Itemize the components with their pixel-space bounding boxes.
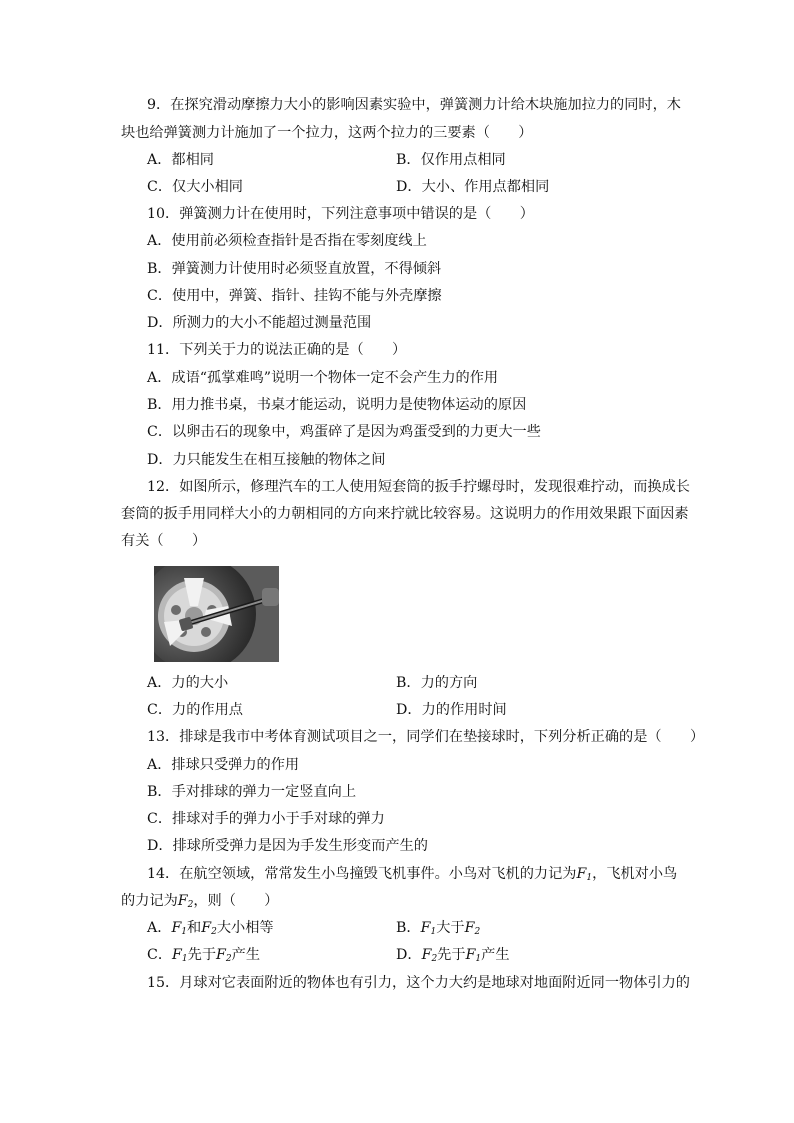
question-14-stem-text-4: ，则（ ） <box>193 893 279 909</box>
question-14-option-d: D．$F_2$先于$F_1$产生 <box>396 947 510 964</box>
question-9-option-c: C．仅大小相同 <box>147 179 243 195</box>
wrench-on-wheel-photo-icon <box>154 566 279 662</box>
question-14-stem-text-1: 14．在航空领域，常常发生小鸟撞毁飞机事件。小鸟对飞机的力记为 <box>147 866 577 882</box>
question-13-option-b: B．手对排球的弹力一定竖直向上 <box>147 784 357 800</box>
question-12-stem-line-1: 12．如图所示，修理汽车的工人使用短套筒的扳手拧螺母时，发现很难拧动，而换成长 <box>147 479 690 495</box>
question-9-stem-line-1: 9．在探究滑动摩擦力大小的影响因素实验中，弹簧测力计给木块施加拉力的同时，木 <box>147 97 681 113</box>
question-10-option-d: D．所测力的大小不能超过测量范围 <box>147 315 372 331</box>
question-9-stem-line-2: 块也给弹簧测力计施加了一个拉力，这两个拉力的三要素（ ） <box>121 125 533 141</box>
question-13-option-d: D．排球所受弹力是因为手发生形变而产生的 <box>147 838 428 854</box>
question-9-option-b: B．仅作用点相同 <box>396 152 506 168</box>
question-12-option-a: A．力的大小 <box>147 675 229 691</box>
symbol-f2: $F_2$ <box>177 893 194 910</box>
question-11-option-c: C．以卵击石的现象中，鸡蛋碎了是因为鸡蛋受到的力更大一些 <box>147 424 541 440</box>
question-12-stem-line-3: 有关（ ） <box>121 533 207 549</box>
symbol-f1: $F_1$ <box>576 866 593 883</box>
question-14-option-b: B．$F_1$大于$F_2$ <box>396 920 481 937</box>
question-9-option-a: A．都相同 <box>147 152 214 168</box>
question-11-stem: 11．下列关于力的说法正确的是（ ） <box>147 342 407 358</box>
question-14-stem-text-3: 的力记为 <box>121 893 178 909</box>
question-11-option-b: B．用力推书桌，书桌才能运动，说明力是使物体运动的原因 <box>147 397 527 413</box>
question-14-stem-line-1 <box>147 865 677 887</box>
question-10-option-b: B．弹簧测力计使用时必须竖直放置，不得倾斜 <box>147 261 442 277</box>
question-14-stem-text-2: ，飞机对小鸟 <box>592 866 678 882</box>
question-14-stem-line-2 <box>121 892 279 914</box>
question-15-stem: 15．月球对它表面附近的物体也有引力，这个力大约是地球对地面附近同一物体引力的 <box>147 975 690 991</box>
question-13-stem: 13．排球是我市中考体育测试项目之一，同学们在垫接球时，下列分析正确的是（ ） <box>147 729 705 745</box>
question-13-option-a: A．排球只受弹力的作用 <box>147 757 300 773</box>
question-12-stem-line-2: 套筒的扳手用同样大小的力朝相同的方向来拧就比较容易。这说明力的作用效果跟下面因素 <box>121 506 689 522</box>
question-12-option-c: C．力的作用点 <box>147 702 243 718</box>
question-13-option-c: C．排球对手的弹力小于手对球的弹力 <box>147 811 385 827</box>
question-10-option-c: C．使用中，弹簧、指针、挂钩不能与外壳摩擦 <box>147 288 442 304</box>
question-11-option-d: D．力只能发生在相互接触的物体之间 <box>147 452 386 468</box>
question-9-option-d: D．大小、作用点都相同 <box>396 179 550 195</box>
question-10-option-a: A．使用前必须检查指针是否指在零刻度线上 <box>147 233 427 249</box>
question-14-option-c: C．$F_1$先于$F_2$产生 <box>147 947 261 964</box>
question-12-option-d: D．力的作用时间 <box>396 702 507 718</box>
question-12-option-b: B．力的方向 <box>396 675 478 691</box>
question-14-option-a: A．$F_1$和$F_2$大小相等 <box>147 920 274 937</box>
question-10-stem: 10．弹簧测力计在使用时，下列注意事项中错误的是（ ） <box>147 206 534 222</box>
question-11-option-a: A．成语“孤掌难鸣”说明一个物体一定不会产生力的作用 <box>147 370 499 386</box>
